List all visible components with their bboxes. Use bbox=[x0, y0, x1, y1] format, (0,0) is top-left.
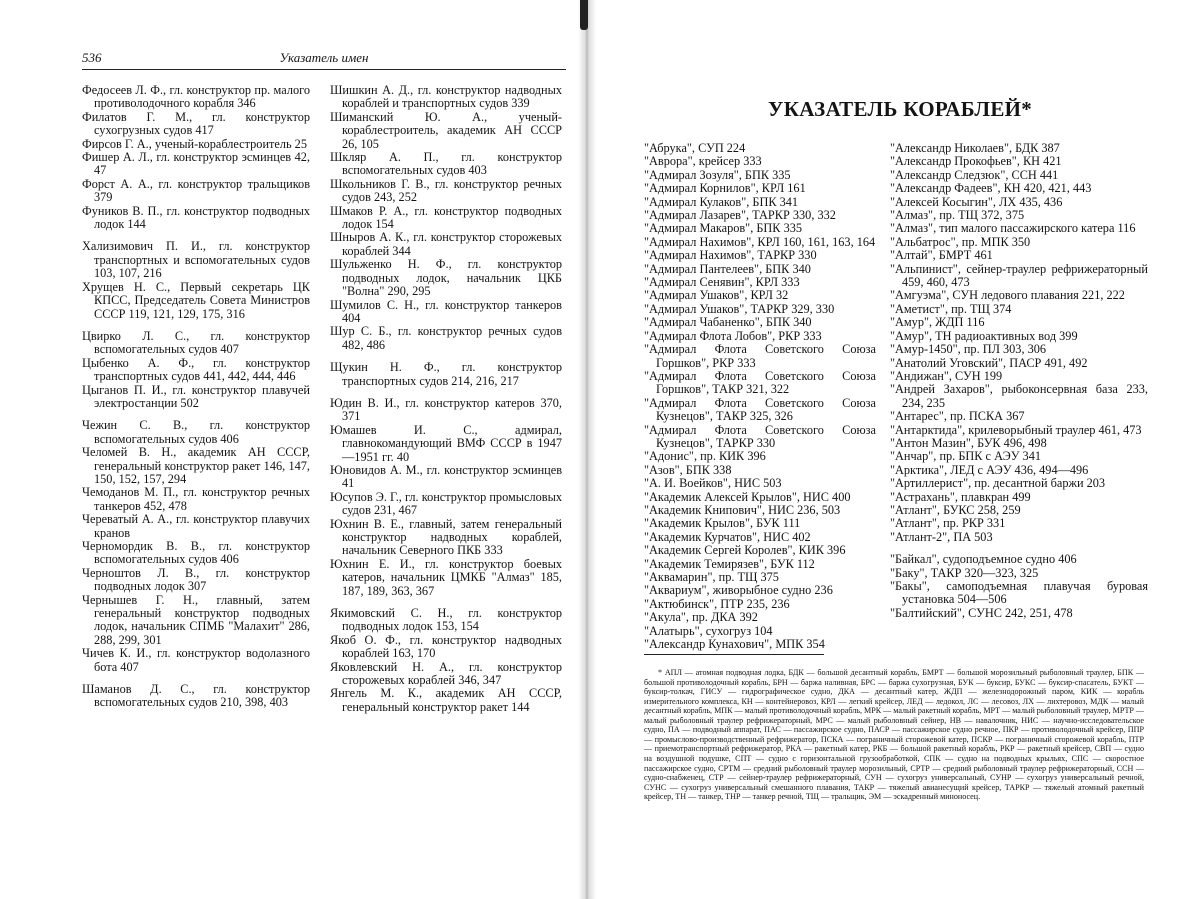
ship-index-column-1 bbox=[644, 142, 876, 651]
index-entry: Янгель М. К., академик АН СССР, генеральный конструктор ракет 144 bbox=[330, 686, 562, 714]
index-entry: "Антарес", пр. ПСКА 367 bbox=[890, 409, 1025, 424]
index-entry: "Адмирал Нахимов", ТАРКР 330 bbox=[644, 248, 817, 263]
index-entry: Федосеев Л. Ф., гл. конструктор пр. малого противолодочного корабля 346 bbox=[82, 83, 310, 111]
index-entry: Цыганов П. И., гл. конструктор плавучей электростанции 502 bbox=[82, 382, 310, 410]
index-entry: "Адмирал Лазарев", ТАРКР 330, 332 bbox=[644, 208, 836, 223]
index-entry: "Адмирал Флота Советского Союза Горшков", ТАКР 321, 322 bbox=[644, 368, 876, 397]
index-entry: "Академик Крылов", БУК 111 bbox=[644, 516, 801, 531]
index-entry: "Академик Алексей Крылов", НИС 400 bbox=[644, 489, 851, 504]
index-entry: "Алмаз", тип малого пассажирского катера 116 bbox=[890, 221, 1136, 236]
index-entry: "Аквариум", живорыбное судно 236 bbox=[644, 583, 833, 598]
index-entry: "Андижан", СУН 199 bbox=[890, 368, 1003, 383]
index-entry: "Александр Кунахович", МПК 354 bbox=[644, 637, 825, 652]
index-entry: "Астрахань", плавкран 499 bbox=[890, 489, 1031, 504]
index-entry: "Адмирал Кулаков", БПК 341 bbox=[644, 194, 799, 209]
index-entry: "Адмирал Пантелеев", БПК 340 bbox=[644, 261, 811, 276]
index-entry: "Байкал", судоподъемное судно 406 bbox=[890, 552, 1077, 567]
index-entry: Юмашев И. С., адмирал, главнокомандующий ВМФ СССР в 1947—1951 гг. 40 bbox=[330, 422, 562, 464]
index-entry: Фишер А. Л., гл. конструктор эсминцев 42, 47 bbox=[82, 150, 310, 178]
index-entry: "Артиллерист", пр. десантной баржи 203 bbox=[890, 476, 1106, 491]
index-entry: Юсупов Э. Г., гл. конструктор промысловых судов 231, 467 bbox=[330, 489, 562, 518]
index-entry: Чежин С. В., гл. конструктор вспомогательных судов 406 bbox=[82, 418, 310, 446]
page-number: 536 bbox=[82, 50, 102, 65]
name-index-column-2 bbox=[330, 84, 562, 714]
index-entry: Фирсов Г. А., ученый-кораблестроитель 25 bbox=[82, 136, 307, 151]
index-entry: Хализимович П. И., гл. конструктор транспортных и вспомогательных судов 103, 107, 216 bbox=[82, 239, 310, 281]
index-entry: Юдин В. И., гл. конструктор катеров 370, 371 bbox=[330, 395, 562, 424]
ship-index-column-2 bbox=[890, 142, 1148, 620]
index-entry: Шныров А. К., гл. конструктор сторожевых кораблей 344 bbox=[330, 230, 562, 258]
index-entry: "Балтийский", СУНС 242, 251, 478 bbox=[890, 605, 1073, 620]
index-entry: Щукин Н. Ф., гл. конструктор транспортных судов 214, 216, 217 bbox=[330, 360, 562, 388]
index-entry: "Александр Прокофьев", КН 421 bbox=[890, 154, 1062, 169]
index-entry: "Академик Темирязев", БУК 112 bbox=[644, 556, 815, 571]
running-head bbox=[82, 50, 566, 70]
index-entry: Цвирко Л. С., гл. конструктор вспомогательных судов 407 bbox=[82, 328, 310, 357]
index-entry: "Андрей Захаров", рыбоконсервная база 233, 234, 235 bbox=[890, 382, 1148, 410]
index-entry: "Адмирал Чабаненко", БПК 340 bbox=[644, 315, 812, 330]
index-entry: "Амур-1450", пр. ПЛ 303, 306 bbox=[890, 342, 1047, 357]
index-entry: "Академик Книпович", НИС 236, 503 bbox=[644, 502, 841, 517]
index-entry: Якимовский С. Н., гл. конструктор подводных лодок 153, 154 bbox=[330, 606, 562, 634]
index-entry: "Антарктида", крилеворыбный траулер 461, 473 bbox=[890, 422, 1142, 437]
index-entry: Фуников В. П., гл. конструктор подводных лодок 144 bbox=[82, 203, 310, 232]
index-entry: "Бакы", самоподъемная плавучая буровая установка 504—506 bbox=[890, 579, 1148, 607]
index-entry: "Акула", пр. ДКА 392 bbox=[644, 610, 758, 625]
index-entry: "Атлант", пр. РКР 331 bbox=[890, 516, 1006, 531]
index-entry: "Адонис", пр. КИК 396 bbox=[644, 449, 766, 464]
running-title: Указатель имен bbox=[279, 50, 369, 65]
left-page bbox=[0, 0, 586, 899]
binding-mark bbox=[580, 0, 588, 30]
index-entry: "Амур", ЖДП 116 bbox=[890, 315, 985, 330]
index-entry: "Альбатрос", пр. МПК 350 bbox=[890, 234, 1031, 249]
index-entry: "Атлант", БУКС 258, 259 bbox=[890, 502, 1021, 517]
index-entry: "Баку", ТАКР 320—323, 325 bbox=[890, 565, 1039, 580]
index-entry: "Адмирал Флота Советского Союза Кузнецов", ТАРКР 330 bbox=[644, 422, 876, 450]
index-entry: "Адмирал Корнилов", КРЛ 161 bbox=[644, 181, 806, 196]
index-entry: "Александр Следзюк", ССН 441 bbox=[890, 167, 1059, 182]
index-entry: Чемоданов М. П., гл. конструктор речных танкеров 452, 478 bbox=[82, 485, 310, 513]
right-page bbox=[592, 0, 1200, 899]
index-entry: "Аврора", крейсер 333 bbox=[644, 154, 762, 169]
index-entry: Форст А. А., гл. конструктор тральщиков 379 bbox=[82, 176, 310, 205]
index-entry: Шаманов Д. С., гл. конструктор вспомогательных судов 210, 398, 403 bbox=[82, 682, 310, 710]
index-entry: Черноштов Л. В., гл. конструктор подводных лодок 307 bbox=[82, 565, 310, 594]
index-entry: Шур С. Б., гл. конструктор речных судов 482, 486 bbox=[330, 324, 562, 352]
index-entry: "Академик Сергей Королев", КИК 396 bbox=[644, 543, 846, 558]
index-entry: Школьников Г. В., гл. конструктор речных судов 243, 252 bbox=[330, 176, 562, 205]
index-entry: "Аквамарин", пр. ТЩ 375 bbox=[644, 570, 779, 584]
index-entry: Хрущев Н. С., Первый секретарь ЦК КПСС, Председатель Совета Министров СССР 119, 121, 129, 175, 316 bbox=[82, 279, 310, 321]
index-entry: "Адмирал Флота Советского Союза Кузнецов", ТАКР 325, 326 bbox=[644, 395, 876, 424]
index-entry: Шишкин А. Д., гл. конструктор надводных кораблей и транспортных судов 339 bbox=[330, 83, 562, 111]
index-entry: "Амгуэма", СУН ледового плавания 221, 222 bbox=[890, 288, 1125, 303]
index-entry: "Алмаз", пр. ТЩ 372, 375 bbox=[890, 208, 1025, 223]
index-entry: "Адмирал Нахимов", КРЛ 160, 161, 163, 164 bbox=[644, 234, 876, 249]
index-entry: "Алатырь", сухогруз 104 bbox=[644, 623, 773, 638]
index-entry: "Адмирал Флота Советского Союза Горшков", РКР 333 bbox=[644, 342, 876, 370]
index-entry: "Александр Фадеев", КН 420, 421, 443 bbox=[890, 181, 1092, 196]
index-entry: "Адмирал Флота Лобов", РКР 333 bbox=[644, 328, 822, 343]
index-entry: Филатов Г. М., гл. конструктор сухогрузных судов 417 bbox=[82, 109, 310, 138]
index-entry: "Академик Курчатов", НИС 402 bbox=[644, 529, 811, 544]
index-entry: Челомей В. Н., академик АН СССР, генеральный конструктор ракет 146, 147, 150, 152, 157, 294 bbox=[82, 445, 310, 486]
index-entry: Юхнин Е. И., гл. конструктор боевых катеров, начальник ЦМКБ "Алмаз" 185, 187, 189, 363, 367 bbox=[330, 556, 562, 598]
index-entry: "Алексей Косыгин", ЛХ 435, 436 bbox=[890, 194, 1063, 209]
index-entry: Чернышев Г. Н., главный, затем генеральный конструктор подводных лодок, начальник СПМБ "Малахит" 286, 288, 299, 301 bbox=[82, 592, 310, 647]
index-entry: "Антон Мазин", БУК 496, 498 bbox=[890, 435, 1047, 450]
index-entry: Шиманский Ю. А., ученый-кораблестроитель, академик АН СССР 26, 105 bbox=[330, 109, 562, 151]
index-entry: "Амур", ТН радиоактивных вод 399 bbox=[890, 328, 1078, 343]
index-entry: Юхнин В. Е., главный, затем генеральный конструктор надводных кораблей, начальник Северного ПКБ 333 bbox=[330, 516, 562, 558]
index-entry: "А. И. Воейков", НИС 503 bbox=[644, 476, 782, 491]
index-entry: Череватый А. А., гл. конструктор плавучих кранов bbox=[82, 512, 310, 540]
name-index-column-1 bbox=[82, 84, 310, 710]
index-entry: "Александр Николаев", БДК 387 bbox=[890, 141, 1060, 155]
footnote-rule bbox=[644, 654, 824, 655]
index-entry: "Атлант-2", ПА 503 bbox=[890, 529, 993, 544]
index-entry: Якоб О. Ф., гл. конструктор надводных кораблей 163, 170 bbox=[330, 632, 562, 661]
index-entry: "Абрука", СУП 224 bbox=[644, 141, 746, 155]
index-entry: "Адмирал Макаров", БПК 335 bbox=[644, 221, 803, 236]
index-entry: Чичев К. И., гл. конструктор водолазного бота 407 bbox=[82, 646, 310, 674]
index-entry: "Азов", БПК 338 bbox=[644, 462, 732, 477]
index-entry: Юновидов А. М., гл. конструктор эсминцев 41 bbox=[330, 462, 562, 491]
index-entry: Шмаков Р. А., гл. конструктор подводных лодок 154 bbox=[330, 203, 562, 232]
index-entry: "Арктика", ЛЕД с АЭУ 436, 494—496 bbox=[890, 462, 1089, 477]
page-title: УКАЗАТЕЛЬ КОРАБЛЕЙ* bbox=[768, 97, 1033, 121]
index-entry: "Аметист", пр. ТЩ 374 bbox=[890, 301, 1012, 316]
index-entry: "Адмирал Ушаков", ТАРКР 329, 330 bbox=[644, 301, 835, 316]
index-entry: "Адмирал Зозуля", БПК 335 bbox=[644, 167, 791, 182]
index-entry: Черномордик В. В., гл. конструктор вспомогательных судов 406 bbox=[82, 539, 310, 567]
index-entry: Шумилов С. Н., гл. конструктор танкеров 404 bbox=[330, 297, 562, 325]
abbreviations-footnote: * АПЛ — атомная подводная лодка, БДК — большой десантный корабль, БМРТ — большой морозильный рыболовный траулер, БПК — большой противолодочный корабль, БРН — баржа наливная, БРС — баржа сухогрузная, БУК — буксир, БУКС — буксир-спасатель, БУКТ — буксир-толкач, ГИСУ — гидрографическое судно, ДКА — десантный катер, ЖДП — железнодорожный паром, КИК — корабль измерительного комплекса, КН — контейнеровоз, КРЛ — легкий крейсер, ЛЕД — ледокол, ЛС — лесовоз, ЛХ — лихтеровоз, МДК — малый десантный корабль, МПК — малый противолодочный корабль, МРК — малый ракетный корабль, МРТ — малый рыболовный траулер, МРТР — малый рыболовный траулер рефрижераторный, МРС — малый рыболовный сейнер, НВ — навалочник, НИС — научно-исследовательское судно, ПА — подводный аппарат, ПАС — пассажирское судно, ПАСР — пассажирское судно речное, ПКР — противолодочный крейсер, ППР — промыслово-производственный рефрижератор, ПСКА — пограничный сторожевой катер, ПСКР — пограничный сторожевой корабль, ПТР — приемотранспортный рефрижератор, РКА — ракетный катер, РКБ — большой ракетный корабль, РКР — ракетный крейсер, СВП — судно на воздушной подушке, СПТ — судно с горизонтальной грузообработкой, СПК — судно на подводных крыльях, СПС — скоростное пассажирское судно, СРТМ — средний рыболовный траулер морозильный, СРТР — средний рыболовный траулер рефрижераторный, ССН — судно-снабженец, СТР — сейнер-траулер рефрижераторный, СУН — сухогруз универсальный, СУНР — сухогруз универсальный речной, СУНС — сухогруз универсальный смешанного плавания, ТАКР — тяжелый авианесущий крейсер, ТАРКР — тяжелый атомный ракетный крейсер, ТН — танкер, ТНР — танкер речной, ТЩ — тральщик, ЭМ — эскадренный миноносец. bbox=[644, 668, 1145, 802]
index-entry: Шкляр А. П., гл. конструктор вспомогательных судов 403 bbox=[330, 150, 562, 178]
index-entry: "Альпинист", сейнер-траулер рефрижераторный 459, 460, 473 bbox=[890, 261, 1148, 290]
index-entry: "Алтай", БМРТ 461 bbox=[890, 248, 993, 263]
index-entry: Яковлевский Н. А., гл. конструктор сторожевых кораблей 346, 347 bbox=[330, 659, 562, 688]
index-entry: "Анатолий Уговский", ПАСР 491, 492 bbox=[890, 355, 1088, 370]
index-entry: Цыбенко А. Ф., гл. конструктор транспортных судов 441, 442, 444, 446 bbox=[82, 355, 310, 384]
index-entry: "Адмирал Ушаков", КРЛ 32 bbox=[644, 288, 789, 303]
index-entry: "Адмирал Сенявин", КРЛ 333 bbox=[644, 275, 800, 290]
index-entry: "Актюбинск", ПТР 235, 236 bbox=[644, 596, 790, 611]
index-entry: Шульженко Н. Ф., гл. конструктор подводных лодок, начальник ЦКБ "Волна" 290, 295 bbox=[330, 257, 562, 299]
index-entry: "Анчар", пр. БПК с АЭУ 341 bbox=[890, 449, 1041, 464]
